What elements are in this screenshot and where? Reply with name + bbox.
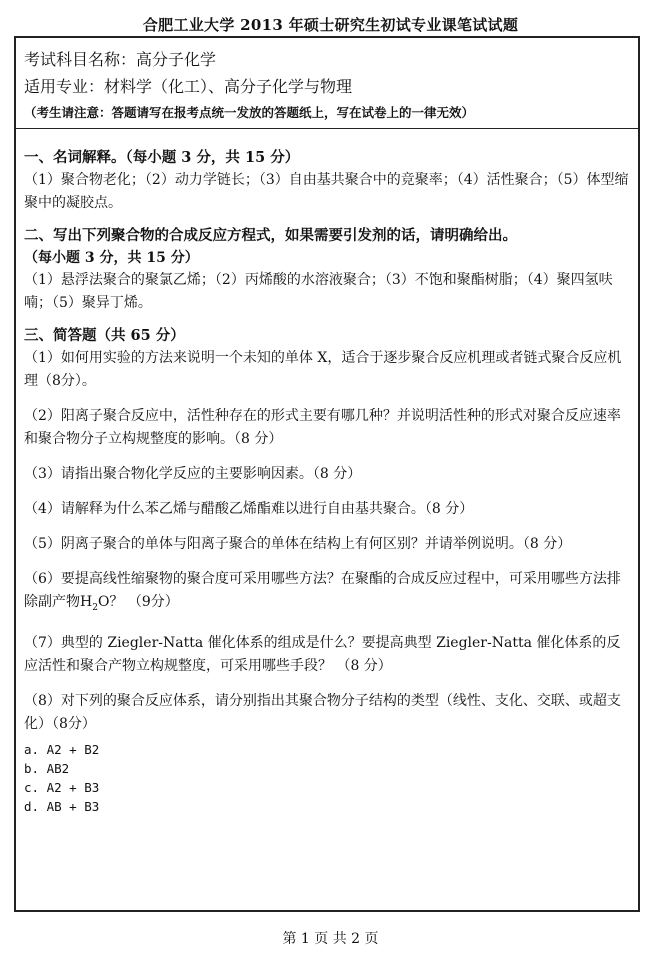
- section-1-heading: 一、名词解释。（每小题 3 分，共 15 分）: [24, 149, 300, 166]
- question-8: （8）对下列的聚合反应体系，请分别指出其聚合物分子结构的类型（线性、支化、交联、或超支化）（8分）: [24, 692, 621, 732]
- option-a: a. A2 + B2: [24, 741, 100, 757]
- section-2-text: （1）悬浮法聚合的聚氯乙烯；（2）丙烯酸的水溶液聚合；（3）不饱和聚酯树脂；（4）聚四氢呋喃；（5）聚异丁烯。: [24, 272, 613, 311]
- question-1: （1）如何用实验的方法来说明一个未知的单体 X，适合于逐步聚合反应机理或者链式聚合反应机理（8分）。: [24, 350, 622, 389]
- question-6-subscript: 2: [92, 602, 98, 613]
- question-5: （5）阴离子聚合的单体与阳离子聚合的单体在结构上有何区别？并请举例说明。（8 分）: [24, 536, 572, 552]
- question-6-tail: O？ （9分）: [97, 594, 179, 610]
- section-2-subheading: （每小题 3 分，共 15 分）: [24, 250, 199, 266]
- option-b: b. AB2: [24, 760, 70, 776]
- exam-sheet: [14, 36, 640, 912]
- question-4: （4）请解释为什么苯乙烯与醋酸乙烯酯难以进行自由基共聚合。（8 分）: [24, 501, 474, 517]
- exam-header: [16, 38, 638, 128]
- exam-notice: （考生请注意：答题请写在报考点统一发放的答题纸上，写在试卷上的一律无效）: [24, 105, 475, 120]
- option-d: d. AB + B3: [24, 798, 100, 814]
- exam-content: [16, 129, 638, 816]
- question-7: （7）典型的 Ziegler-Natta 催化体系的组成是什么？要提高典型 Ziegler-Natta 催化体系的反应活性和聚合产物立构规整度，可采用哪些手段？ （8 分）: [24, 634, 621, 674]
- section-1-text: （1）聚合物老化；（2）动力学链长；（3）自由基共聚合中的竞聚率；（4）活性聚合；（5）体型缩聚中的凝胶点。: [24, 172, 629, 211]
- exam-title: 合肥工业大学 2013 年硕士研究生初试专业课笔试试题: [142, 16, 519, 34]
- question-6: [24, 568, 630, 620]
- question-6-text: （6）要提高线性缩聚物的聚合度可采用哪些方法？在聚酯的合成反应过程中，可采用哪些方法排除副产物H: [24, 571, 621, 610]
- question-2: （2）阳离子聚合反应中，活性种存在的形式主要有哪几种？并说明活性种的形式对聚合反应速率和聚合物分子立构规整度的影响。（8 分）: [24, 408, 621, 447]
- question-3: （3）请指出聚合物化学反应的主要影响因素。（8 分）: [24, 466, 362, 482]
- majors-line: 适用专业：材料学（化工）、高分子化学与物理: [24, 77, 353, 96]
- section-2-heading: 二、写出下列聚合物的合成反应方程式，如果需要引发剂的话，请明确给出。: [24, 227, 517, 244]
- subject-line: 考试科目名称：高分子化学: [24, 50, 217, 69]
- option-c: c. A2 + B3: [24, 779, 100, 795]
- page-footer: 第 1 页 共 2 页: [282, 931, 379, 947]
- section-3-heading: 三、简答题（共 65 分）: [24, 327, 185, 344]
